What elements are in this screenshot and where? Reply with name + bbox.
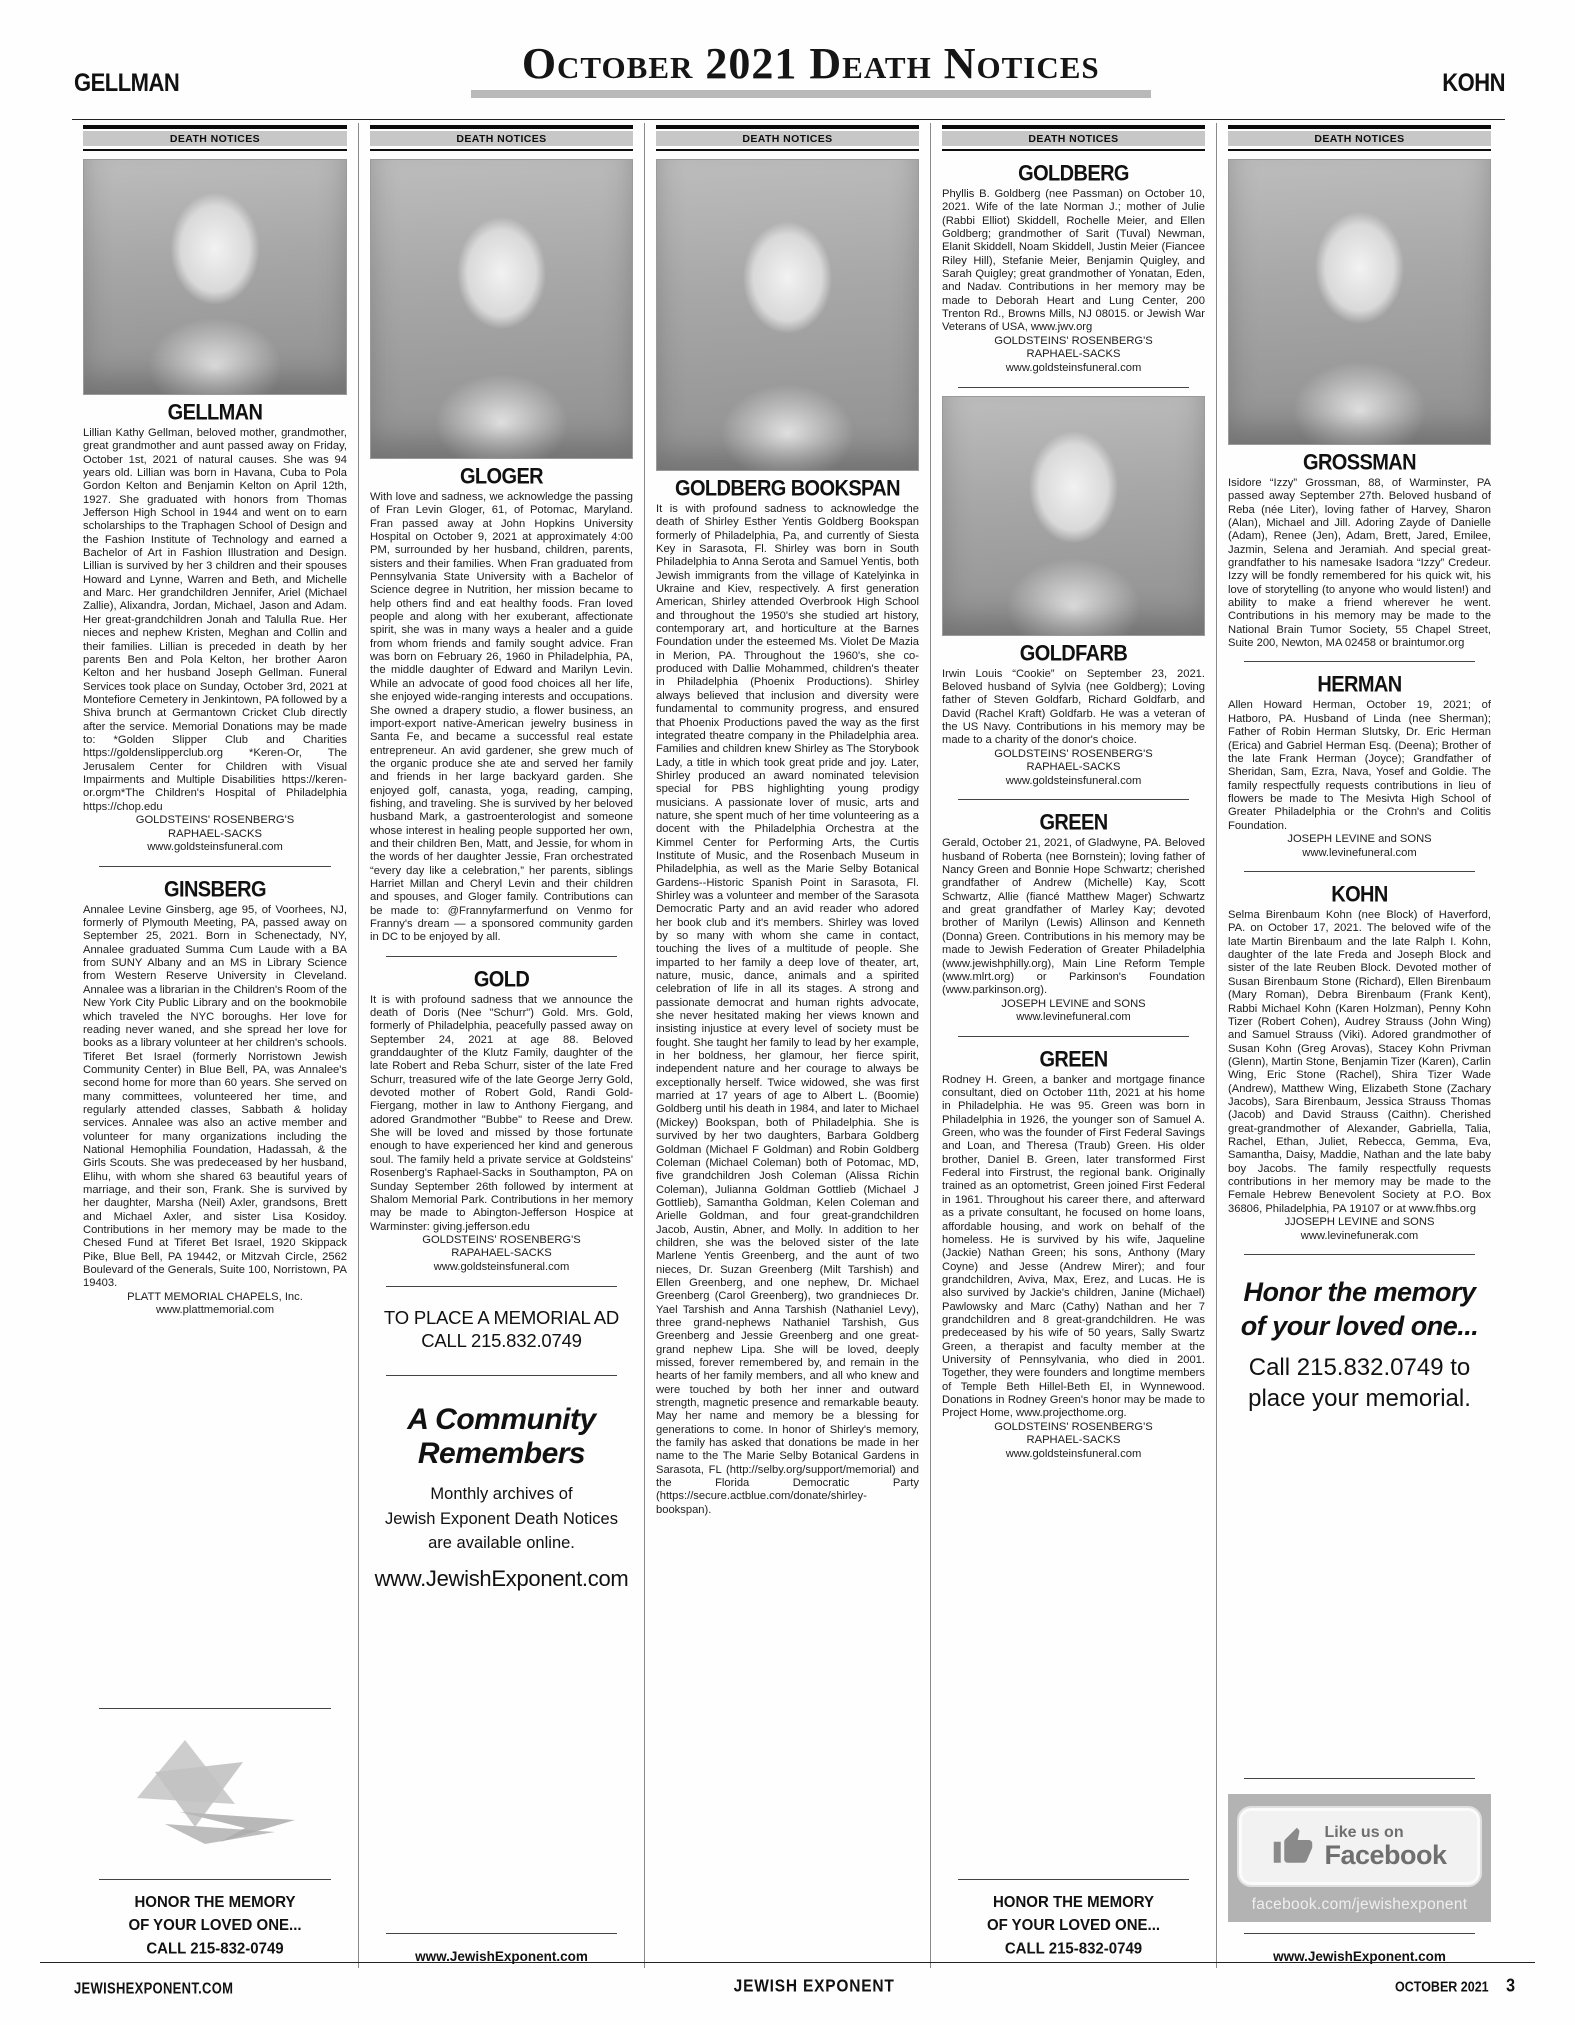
- funeral-home-line: RAPAHAEL-SACKS: [451, 1247, 552, 1260]
- funeral-home-url: www.goldsteinsfuneral.com: [1005, 774, 1142, 787]
- funeral-home-line: RAPHAEL-SACKS: [1026, 1434, 1121, 1447]
- section-divider: [1244, 1933, 1475, 1934]
- obit-name: GOLD: [473, 967, 530, 992]
- funeral-home-line: JOSEPH LEVINE and SONS: [1001, 997, 1146, 1010]
- section-divider: [958, 1036, 1189, 1037]
- honor-phone: CALL 215-832-0749: [1004, 1938, 1143, 1957]
- memorial-ad-line: TO PLACE A MEMORIAL AD: [383, 1306, 620, 1328]
- obit-photo-goldfarb: [942, 396, 1205, 636]
- section-divider: [958, 387, 1189, 388]
- obit-body: With love and sadness, we acknowledge the passing of Fran Levin Gloger, 61, of Potomac, Maryland. Fran passed away at John Hopkins University Hospital on October 9, 2021 at approximately 4:00 PM, surrounded by her husband, children, parents, sisters and their families. When Fran graduated from Pennsylvania State University with a Bachelor of Science degree in Nutrition, her mission became to help others find and eat healthy foods. Fran loved people and along with her exuberant, affectionate spirit, she was in many ways a healer and a guide from whom friends and family sought advice. Fran was born on February 26, 1960 in Philadelphia, PA, the middle daughter of Edward and Marilyn Levin. While an advocate of good food choices all her life, she enjoyed wide-ranging interests and occupations. She owned a drapery studio, a flower business, an import-export native-American jewelry business in Santa Fe, and became a successful real estate entrepreneur. An avid gardener, she grew much of the organic produce she ate and served her family and friends in her large backyard garden. She enjoyed golf, canasta, yoga, reading, camping, fishing, and traveling. She is survived by her beloved husband Mark, a gastroenterologist and someone whose interest in healing people supported her own, and their children Ben, Matt, and Jessie, for whom in the words of her daughter Jessie, Fran orchestrated “every day like a celebration,” her parents, siblings Harriet Millan and Cheryl Levin and their children and spouses, and Gloger family. Contributions can be made to: @Frannyfarmerfund on Venmo for Franny's dream — a sponsored community garden in DC to be enjoyed by all.: [370, 491, 633, 944]
- funeral-home-line: RAPHAEL-SACKS: [168, 827, 262, 840]
- star-of-david-icon: [125, 1732, 305, 1862]
- facebook-brand-text: Facebook: [1324, 1840, 1447, 1870]
- section-divider: [1244, 1254, 1475, 1255]
- funeral-home-line: RAPHAEL-SACKS: [1026, 761, 1121, 774]
- obit-herman: [1228, 669, 1491, 860]
- obit-gloger: [370, 461, 633, 945]
- page-title: October 2021 Death Notices: [521, 39, 1100, 88]
- obit-body: Isidore “Izzy” Grossman, 88, of Warminster, PA passed away September 27th. Beloved husband of Reba (née Liter), loving father of Harvey, Sharon (Alan), Michael and Jill. Adoring Zayde of Danielle (Adam), Renee (Jen), Adam, Brett, Jared, Emilee, Jazmin, Selena and Jeramiah. And special great-grandfather to his namesake Isadora “Izzy” Credeur. Izzy will be fondly remembered for his quick wit, his love of storytelling (to anyone who would listen!) and ability to make a friend wherever he went. Contributions in his memory may be made to the National Brain Tumor Society, 55 Chapel Street, Suite 200, Newton, MA 02458 or braintumor.org: [1228, 477, 1491, 650]
- funeral-home-url: www.goldsteinsfuneral.com: [1005, 361, 1142, 374]
- obit-name: GROSSMAN: [1303, 450, 1416, 476]
- funeral-home-line: GOLDSTEINS' ROSENBERG'S: [994, 747, 1153, 760]
- funeral-home-line: JOSEPH LEVINE and SONS: [1287, 832, 1432, 845]
- funeral-home-line: JJOSEPH LEVINE and SONS: [1284, 1216, 1435, 1228]
- honor-phone: CALL 215-832-0749: [146, 1938, 284, 1957]
- obit-body: Rodney H. Green, a banker and mortgage finance consultant, died on October 11th, 2021 at his home in Philadelphia. He was 95. Green was born in Philadelphia in 1926, the younger son of Samuel A. Green, who was the founder of First Federal Savings and Loan, and Theresa (Traub) Green. His older brother, Daniel B. Green, later transformed First Federal into Firstrust, the regional bank. Originally trained as an optometrist, Green joined First Federal in 1961. Throughout his career there, and afterward as a private consultant, he focused on home loans, affordable housing, and work on behalf of the homeless. He is survived by his wife, Jaqueline (Jackie) Nathan Green; his sons, Anthony (Mary Coyne) and Jesse (Andrew Mirer); and four grandchildren, Aviva, Max, Erez, and Lucas. He is also survived by Jackie's children, Janine (Michael) Pawlowsky and Marc (Cathy) Nathan and her 7 grandchildren and 8 great-grandchildren. He was predeceased by his wife of 50 years, Sally Swartz Green, a therapist and faculty member at the University of Pennsylvania, who died in 2001. Together, they were founders and longtime members of Temple Beth Hillel-Beth El, in Wynnewood. Donations in Rodney Green's honor may be made to Project Home, www.projecthome.org.: [942, 1073, 1205, 1420]
- section-divider: [386, 1286, 617, 1287]
- jewish-exponent-url-bold: www.JewishExponent.com: [1273, 1949, 1446, 1964]
- obit-name: GOLDBERG: [1018, 161, 1129, 187]
- honor-line: HONOR THE MEMORY: [992, 1893, 1155, 1912]
- obit-body: Irwin Louis “Cookie” on September 23, 2021. Beloved husband of Sylvia (nee Goldberg); Loving father of Steven Goldfarb, Richard Goldfarb, and David (Rachel Kraft) Goldfarb. He was a veteran of the US Navy. Contributions in his memory may be made to a charity of the donor's choice.: [942, 667, 1205, 747]
- death-notices-label: DEATH NOTICES: [370, 131, 633, 146]
- funeral-home-url: www.goldsteinsfuneral.com: [1005, 1447, 1142, 1460]
- funeral-home-line: GOLDSTEINS' ROSENBERG'S: [994, 1420, 1153, 1433]
- facebook-url: facebook.com/jewishexponent: [1251, 1896, 1468, 1913]
- section-divider: [1244, 661, 1475, 662]
- obit-photo-grossman: [1228, 159, 1491, 445]
- header-rule: [72, 119, 1505, 120]
- funeral-home-line: GOLDSTEINS' ROSENBERG'S: [135, 813, 295, 826]
- column-5: [1216, 123, 1502, 1968]
- footer-page-number: 3: [1506, 1976, 1515, 1997]
- funeral-home-url: www.goldsteinsfuneral.com: [433, 1261, 570, 1274]
- obit-grossman: [1228, 447, 1491, 650]
- footer-publication: JEWISH EXPONENT: [733, 1976, 895, 1997]
- obit-body: Allen Howard Herman, October 19, 2021; of Hatboro, PA. Husband of Linda (nee Sherman); Father of Robin Herman Slutsky, Dr. Eric Herman (Erica) and Gabriel Herman Esq. (Deena); Brother of the late Frank Herman (Joyce); Grandfather of Sheridan, Sam, Ezra, Nava, Yosef and Goldie. The family respectfully requests contributions in lieu of flowers be made to The Mesivta High School of Greater Philadelphia or the Crohn's and Colitis Foundation.: [1228, 699, 1491, 832]
- death-notices-label: DEATH NOTICES: [1228, 131, 1491, 146]
- community-remembers-text: [370, 1482, 633, 1556]
- honor-memory-box: [942, 1891, 1205, 1960]
- obit-name: GOLDBERG BOOKSPAN: [675, 476, 900, 502]
- obit-green-gerald: [942, 807, 1205, 1024]
- obit-name: HERMAN: [1317, 673, 1402, 698]
- funeral-home-url: www.goldsteinsfuneral.com: [147, 841, 283, 854]
- community-title-line: A Community: [407, 1402, 596, 1436]
- community-line: Jewish Exponent Death Notices: [385, 1509, 618, 1528]
- funeral-home-url: www.levinefuneral.com: [1302, 846, 1417, 859]
- community-title-line: Remembers: [417, 1437, 586, 1471]
- obit-body: Annalee Levine Ginsberg, age 95, of Voorhees, NJ, formerly of Plymouth Meeting, PA, passed away on September 25, 2021. Born in Schenectady, NY, Annalee graduated Summa Cum Laude with a BA from SUNY Albany and an MS in Library Science from Western Reserve University in Cleveland. Annalee was a librarian in the Children's Room of the New York City Public Library and on the bookmobile which traveled the NYC boroughs. Her love for reading never waned, and she spread her love for books as a library volunteer at her children's schools. Tiferet Bet Israel (formerly Norristown Jewish Community Center) in Blue Bell, PA, was Annalee's second home for more than 60 years. She served on many committees, volunteered her time, and regularly attended classes, Sabbath & holiday services. Annalee was also an active member and volunteer for many organizations including the National Hemophilia Foundation, Hadassah, & the Girls Scouts. She was predeceased by her husband, Elihu, with whom she shared 63 beautiful years of marriage, and their son, Frank. She is survived by her daughter, Marsha (Neil) Axler, grandsons, Brett and Michael Axler, and sister Lisa Kosidoy. Contributions in her memory may be made to the Chesed Fund at Tiferet Bet Israel, 1920 Skippack Pike, Blue Bell, PA 19442, or Mitzvah Circle, 2562 Boulevard of the Generals, Suite 100, Norristown, PA 19403.: [83, 903, 347, 1290]
- obit-name: GLOGER: [459, 464, 544, 490]
- obit-goldberg: [942, 158, 1205, 376]
- jewish-exponent-url: www.JewishExponent.com: [374, 1566, 629, 1592]
- footer-site: JEWISHEXPONENT.COM: [74, 1979, 234, 1997]
- section-divider: [99, 1879, 331, 1880]
- star-of-david-logo: [83, 1732, 347, 1862]
- column-4: [930, 123, 1216, 1968]
- obit-kohn: [1228, 879, 1491, 1243]
- obit-name: GELLMAN: [167, 400, 263, 426]
- death-notices-label: DEATH NOTICES: [656, 131, 919, 146]
- funeral-home-url: www.plattmemorial.com: [155, 1304, 275, 1317]
- funeral-home-line: RAPHAEL-SACKS: [1026, 348, 1121, 361]
- obit-name: GINSBERG: [164, 877, 266, 903]
- masthead-left-name: GELLMAN: [74, 68, 180, 97]
- obit-body: Lillian Kathy Gellman, beloved mother, grandmother, great grandmother and aunt passed away on Friday, October 1st, 2021 of natural causes. She was 94 years old. Lillian was born in Havana, Cuba to Pola Gordon Kelton and Benjamin Kelton on April 12th, 1927. She graduated with honors from Thomas Jefferson High School in 1944 and went on to earn scholarships to the Traphagen School of Design and the Fashion Institute of Technology and earned a Bachelor of Art in Fashion Illustration and Design. Lillian is survived by her 3 children and their spouses Howard and Lynne, Warren and Beth, and Michelle and Marc. Her grandchildren Jennifer, Ariel (Michael Zallie), Alixandra, Jordan, Michael, Jason and Adam. Her great-grandchildren Jonah and Talulla Rue. Her nieces and nephew Kristen, Meghan and Collin and their families. Lillian is preceded in death by her parents Ben and Pola Kelton, her brother Aaron Kelton and her husband Joseph Gellman. Funeral Services took place on Sunday, October 3rd, 2021 at Montefiore Cemetery in Jenkintown, PA followed by a Shiva brunch at Germantown Cricket Club directly after the service. Memorial Donations may be made to: *Golden Slipper Club and Charities https://goldenslipperclub.org *Keren-Or, The Jerusalem Center for Children with Visual Impairments and Multiple Disabilities https://keren-or.orgm*The Children's Hospital of Philadelphia https://chop.edu: [83, 427, 347, 813]
- obit-name: GOLDFARB: [1019, 641, 1128, 666]
- title-underline: [471, 90, 1151, 98]
- jewish-exponent-url-bold: www.JewishExponent.com: [415, 1949, 588, 1964]
- honor-memory-italic-body: Call 215.832.0749 to place your memorial.: [1248, 1353, 1471, 1412]
- obit-name: KOHN: [1331, 882, 1388, 908]
- footer: [74, 1978, 1515, 1996]
- honor-memory-box: [83, 1891, 347, 1960]
- obit-goldberg-bookspan: [656, 473, 919, 1517]
- section-divider: [958, 799, 1189, 800]
- facebook-like-button[interactable]: [1237, 1806, 1482, 1887]
- facebook-ad: [1228, 1794, 1491, 1922]
- obit-photo-bookspan: [656, 159, 919, 471]
- obit-goldfarb: [942, 638, 1205, 789]
- obit-body: It is with profound sadness to acknowledge the death of Shirley Esther Yentis Goldberg Bookspan formerly of Philadelphia, Pa, and currently of Siesta Key in Sarasota, Fl. Shirley was born in South Philadelphia to Anna Serota and Samuel Yentis, both Jewish immigrants from the village of Katelyinka in Ukraine and Kiev, respectively. A first generation American, Shirley attended Overbrook High School and throughout the 1950's she studied art history, contemporary art, and horticulture at the Barnes Foundation under the esteemed Ms. Violet De Mazia in Merion, PA. Throughout the 1960's, she co-produced with Dallie Mohammed, children's theater in Philadelphia (Phoenix Productions). Shirley always believed that inclusion and diversity were fundamental to community progress, and ensured that Phoenix Productions paved the way as the first integrated theatre company in the Philadelphia area. Families and children knew Shirley as The Storybook Lady, a title in which took great pride and joy. Later, Shirley produced an award nominated television special for PBS highlighting young prodigy musicians. A passionate lover of music, arts and nature, she spent much of her time volunteering as a docent with the Philadelphia Orchestra at the Kimmel Center for Performing Arts, the Curtis Institute of Music, and the Rosenbach Museum in Philadelphia, as well as the Marie Selby Botanical Gardens--Historic Spanish Point in Sarasota, Fl. Shirley was a volunteer and member of the Sarasota Democratic Party and an avid reader who adored her book club and it's members. Shirley was loved by so many with whom she came in contact, touching the lives of a multitude of people. She imparted to her family a deep love of theater, art, nature, music, dance, animals and a spirited celebration of life in all its stages. A strong and passionate democrat and human rights advocate, she never hesitated making her views known and insisting injustice at every level of society must be fought. She taught her family to lead by her example, in her boldness, her glamour, her fierce spirit, independent nature and her courage to always be exceptionally herself. Twice widowed, she was first married at 17 years of age to Albert L. (Boomie) Goldberg until his death in 1984, and later to Michael (Mickey) Bookspan, both of Philadelphia. She is survived by her two daughters, Barbara Goldberg Goldman (Michael F Goldman) and Robin Goldberg Coleman (Michael Coleman) both of Potomac, MD, five grandchildren Josh Coleman (Alissa Richin Coleman), Julianna Goldman Gottlieb (Michael J Gottlieb), Samantha Goldman, Kelen Coleman and Arielle Goldman, and four great-grandchildren Jacob, Austin, Abner, and Molly. In addition to her children, she was the beloved sister of the late Marlene Yentis Greenberg, and the aunt of two nieces, Dr. Suzan Greenberg (Milt Tarshish) and Ellen Greenberg, and one nephew, Dr. Michael Greenberg (Carol Greenberg), two grandnieces Dr. Yael Tarshish and Anna Tarshish (Nathaniel Levy), three grand-nephews Nathaniel Tarshish, Gus Greenberg and Jessie Greenberg and one great-grand nephew Lipa. She will be loved, deeply missed, forever remembered by, and remain in the hearts of her family members, and all who knew and were touched by both her inner and outward strength, magnetic presence and remarkable beauty. May her name and memory be a blessing for generations to come. In honor of Shirley's memory, the family has asked that donations be made in her name to the The Marie Selby Botanical Gardens in Sarasota, FL (http://selby.org/support/memorial) and the Florida Democratic Party (https://secure.actblue.com/donate/shirley-bookspan).: [656, 503, 919, 1516]
- column-1: [72, 123, 358, 1968]
- section-divider: [1244, 1778, 1475, 1779]
- section-divider: [1244, 871, 1475, 872]
- death-notices-label: DEATH NOTICES: [83, 131, 347, 146]
- obit-photo-gloger: [370, 159, 633, 459]
- facebook-like-text: Like us on: [1324, 1824, 1404, 1842]
- obit-photo-gellman: [83, 159, 347, 395]
- obit-ginsberg: [83, 874, 347, 1318]
- section-divider: [386, 1375, 617, 1376]
- honor-memory-italic-title: Honor the memory of your loved one...: [1240, 1277, 1479, 1341]
- community-line: are available online.: [428, 1534, 575, 1553]
- obit-body: Selma Birenbaum Kohn (nee Block) of Haverford, PA. on October 17, 2021. The beloved wife of the late Martin Birenbaum and the late Ralph I. Kohn, daughter of the late Freda and Joseph Block and sister of the late Reuben Block. Devoted mother of Susan Birenbaum Stone (Richard), Ellen Birenbaum (Mary Roman), Debra Birenbaum (Frank Kent), Rabbi Michael Kohn (Karen Holzman), Penny Kohn Tizer (Robert Cohen), Audrey Strauss (John Wing) and Samuel Strauss (Viki). Adored grandmother of Susan Kohn (Greg Arovas), Stacey Kohn Privman (Glenn), Martin Stone, Benjamin Tizer (Karen), Carlin Wing, Eric Stone (Rachel), Shira Tizer Wade (Andrew), Matthew Wing, Elizabeth Stone (Zachary Jacobs), Sara Birenbaum, Jessica Strauss Thomas (Jacob) and David Strauss (Caithn). Cherished great-grandmother of Alexander, Gabriella, Talia, Rachel, Ethan, Juliet, Rebecca, Gemma, Eva, Samantha, Daisy, Maddie, Nathan and the late baby boy Jacobs. The family respectfully requests contributions in her memory may be made to the Female Hebrew Benevolent Society at P.O. Box 36806, Philadelphia, PA 19107 or at www.fhbs.org: [1228, 909, 1492, 1215]
- footer-rule: [40, 1962, 1535, 1963]
- community-line: Monthly archives of: [430, 1484, 573, 1503]
- section-divider: [99, 1708, 331, 1709]
- obit-body: Gerald, October 21, 2021, of Gladwyne, PA. Beloved husband of Roberta (nee Bornstein); loving father of Nancy Green and Bonnie Hope Schwartz; cherished grandfather of Andrew (Michelle) Kay, Scott Schwartz, Allie (fiancé Matthew Mager) Schwartz and great grandfather of Marley Kay; devoted brother of Marilyn (Lewis) Allinson and Kenneth (Donna) Green. Contributions in his memory may be made to Jewish Federation of Greater Philadelphia (www.jewishphilly.org), Main Line Reform Temple (www.mlrt.org) or Parkinson's Foundation (www.parkinson.org).: [942, 837, 1205, 997]
- section-divider: [386, 956, 617, 957]
- funeral-home-line: GOLDSTEINS' ROSENBERG'S: [994, 334, 1153, 347]
- funeral-home-url: www.levinefunerak.com: [1300, 1229, 1419, 1242]
- obit-body: It is with profound sadness that we announce the death of Doris (Nee "Schurr") Gold. Mrs. Gold, formerly of Philadelphia, peacefully passed away on September 24, 2021 at age 88. Beloved granddaughter of the Klutz Family, daughter of the late Robert and Reba Schurr, sister of the late Fred Schurr, treasured wife of the late George Jerry Gold, devoted mother of Robert Gold, Randi Gold-Fiergang, mother in law to Anthony Fiergang, and adored Grandmother "Bubbe" to Reese and Drew. She will be loved and missed by those fortunate enough to have experienced her kind and generous soul. The family held a private service at Goldsteins' Rosenberg's Raphael-Sacks in Southampton, PA on Sunday September 26th followed by interment at Shalom Memorial Park. Contributions in her memory may be made to Abington-Jefferson Hospice at Warminster: giving.jefferson.edu: [370, 993, 633, 1233]
- columns: [72, 123, 1505, 1968]
- place-memorial-ad: [370, 1306, 633, 1352]
- obit-gold: [370, 964, 633, 1275]
- obit-green-rodney: [942, 1044, 1205, 1462]
- honor-line: OF YOUR LOVED ONE...: [128, 1916, 302, 1934]
- footer-date-page: [1395, 1977, 1515, 1998]
- obit-gellman: [83, 397, 347, 855]
- column-3: [644, 123, 930, 1968]
- masthead-center: [471, 39, 1151, 98]
- obit-name: GREEN: [1039, 1047, 1108, 1072]
- section-divider: [958, 1879, 1189, 1880]
- funeral-home-line: GOLDSTEINS' ROSENBERG'S: [422, 1233, 581, 1246]
- thumbs-up-icon: [1272, 1826, 1314, 1868]
- section-divider: [386, 1933, 617, 1934]
- funeral-home-line: PLATT MEMORIAL CHAPELS, Inc.: [127, 1290, 303, 1303]
- memorial-ad-phone: CALL 215.832.0749: [421, 1329, 582, 1351]
- masthead-right-name: KOHN: [1442, 68, 1505, 97]
- footer-date: OCTOBER 2021: [1395, 1978, 1489, 1996]
- honor-line: HONOR THE MEMORY: [134, 1893, 296, 1912]
- honor-line: OF YOUR LOVED ONE...: [986, 1916, 1161, 1934]
- column-2: [358, 123, 644, 1968]
- death-notices-label: DEATH NOTICES: [942, 131, 1205, 146]
- obit-name: GREEN: [1039, 811, 1108, 836]
- masthead: [74, 39, 1505, 98]
- obit-body: Phyllis B. Goldberg (nee Passman) on October 10, 2021. Wife of the late Norman J.; mother of Julie (Rabbi Elliot) Skiddell, Rochelle Meier, and Ellen Goldberg; grandmother of Sarit (Tuval) Newman, Elanit Skiddell, Noam Skiddell, Justin Meier (Fiancee Riley Hill), Stefanie Meier, Benjamin Quigley, and Sarah Quigley; great grandmother of Yonatan, Eden, and Nadav. Contributions in her memory may be made to Deborah Heart and Lung Center, 200 Trenton Rd., Browns Mills, NJ 08015. or Jewish War Veterans of USA, www.jwv.org: [942, 188, 1205, 334]
- section-divider: [99, 866, 331, 867]
- community-remembers-title: [370, 1403, 633, 1472]
- funeral-home-url: www.levinefuneral.com: [1016, 1011, 1131, 1024]
